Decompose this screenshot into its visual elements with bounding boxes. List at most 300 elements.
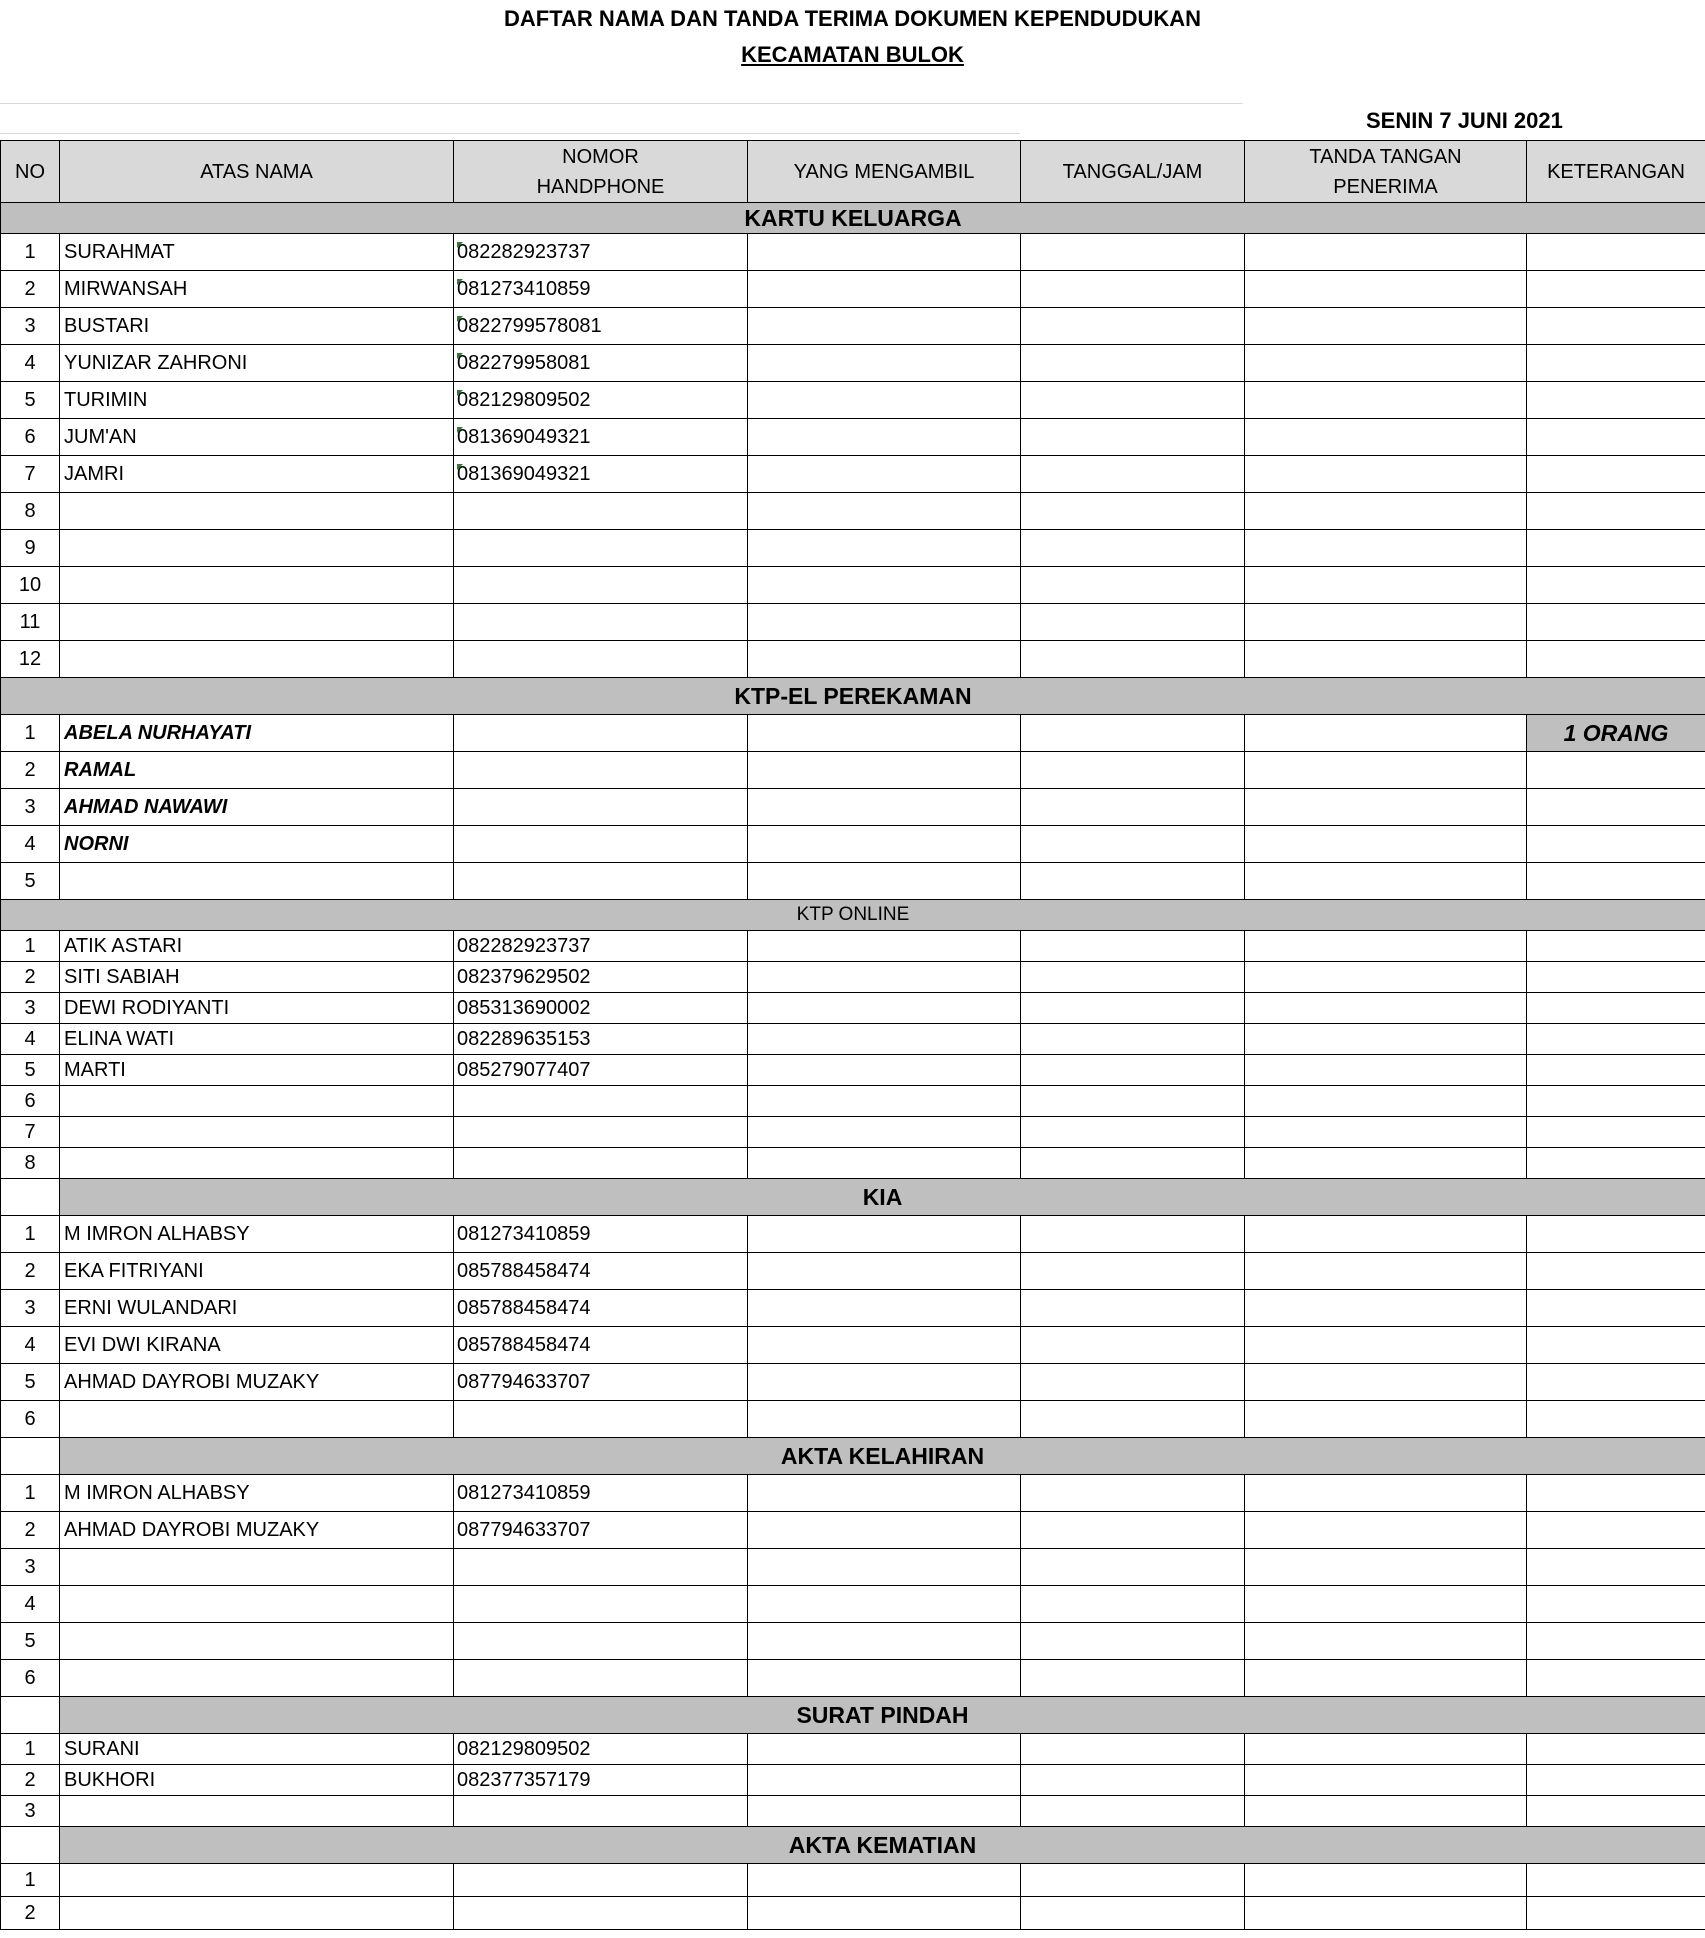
cell-atas-nama[interactable] (60, 1148, 454, 1179)
cell-tanggal-jam[interactable] (1021, 826, 1245, 863)
cell-keterangan[interactable] (1527, 382, 1705, 419)
cell-atas-nama[interactable]: NORNI (60, 826, 454, 863)
cell-no[interactable]: 4 (1, 1327, 60, 1364)
cell-keterangan[interactable]: 1 ORANG (1527, 715, 1705, 752)
cell-tanda-tangan[interactable] (1245, 271, 1527, 308)
cell-yang-mengambil[interactable] (748, 931, 1021, 962)
cell-nomor-handphone[interactable] (454, 419, 748, 456)
cell-tanggal-jam[interactable] (1021, 308, 1245, 345)
cell-yang-mengambil[interactable] (748, 1024, 1021, 1055)
cell-yang-mengambil[interactable] (748, 567, 1021, 604)
cell-yang-mengambil[interactable] (748, 1796, 1021, 1827)
cell-atas-nama[interactable]: AHMAD NAWAWI (60, 789, 454, 826)
cell-atas-nama[interactable] (60, 1086, 454, 1117)
cell-yang-mengambil[interactable] (748, 1290, 1021, 1327)
cell-yang-mengambil[interactable] (748, 789, 1021, 826)
cell-nomor-handphone[interactable] (454, 1290, 748, 1327)
cell-atas-nama[interactable]: YUNIZAR ZAHRONI (60, 345, 454, 382)
cell-keterangan[interactable] (1527, 1734, 1705, 1765)
cell-keterangan[interactable] (1527, 863, 1705, 900)
cell-atas-nama[interactable]: RAMAL (60, 752, 454, 789)
cell-tanggal-jam[interactable] (1021, 1290, 1245, 1327)
cell-atas-nama[interactable] (60, 1117, 454, 1148)
cell-tanda-tangan[interactable] (1245, 962, 1527, 993)
cell-tanda-tangan[interactable] (1245, 826, 1527, 863)
cell-atas-nama[interactable] (60, 1897, 454, 1930)
cell-yang-mengambil[interactable] (748, 1897, 1021, 1930)
cell-tanggal-jam[interactable] (1021, 604, 1245, 641)
cell-atas-nama[interactable]: M IMRON ALHABSY (60, 1216, 454, 1253)
cell-nomor-handphone[interactable] (454, 567, 748, 604)
cell-keterangan[interactable] (1527, 493, 1705, 530)
cell-no[interactable]: 5 (1, 1364, 60, 1401)
cell-keterangan[interactable] (1527, 931, 1705, 962)
cell-keterangan[interactable] (1527, 530, 1705, 567)
cell-tanda-tangan[interactable] (1245, 1549, 1527, 1586)
cell-atas-nama[interactable] (60, 1401, 454, 1438)
cell-nomor-handphone[interactable] (454, 604, 748, 641)
cell-no[interactable]: 2 (1, 1512, 60, 1549)
cell-keterangan[interactable] (1527, 1897, 1705, 1930)
cell-yang-mengambil[interactable] (748, 1765, 1021, 1796)
cell-tanda-tangan[interactable] (1245, 604, 1527, 641)
cell-yang-mengambil[interactable] (748, 382, 1021, 419)
cell-nomor-handphone[interactable] (454, 1864, 748, 1897)
cell-yang-mengambil[interactable] (748, 863, 1021, 900)
cell-yang-mengambil[interactable] (748, 308, 1021, 345)
cell-tanggal-jam[interactable] (1021, 1216, 1245, 1253)
cell-nomor-handphone[interactable] (454, 1401, 748, 1438)
cell-tanggal-jam[interactable] (1021, 1897, 1245, 1930)
cell-nomor-handphone[interactable] (454, 931, 748, 962)
cell-nomor-handphone[interactable] (454, 1623, 748, 1660)
cell-keterangan[interactable] (1527, 1660, 1705, 1697)
cell-tanda-tangan[interactable] (1245, 1364, 1527, 1401)
cell-atas-nama[interactable] (60, 1623, 454, 1660)
cell-keterangan[interactable] (1527, 1148, 1705, 1179)
cell-nomor-handphone[interactable] (454, 1117, 748, 1148)
cell-keterangan[interactable] (1527, 962, 1705, 993)
cell-nomor-handphone[interactable] (454, 1327, 748, 1364)
cell-atas-nama[interactable]: TURIMIN (60, 382, 454, 419)
cell-atas-nama[interactable] (60, 493, 454, 530)
cell-atas-nama[interactable]: SITI SABIAH (60, 962, 454, 993)
cell-tanda-tangan[interactable] (1245, 1148, 1527, 1179)
cell-tanda-tangan[interactable] (1245, 1623, 1527, 1660)
cell-atas-nama[interactable]: ERNI WULANDARI (60, 1290, 454, 1327)
cell-tanda-tangan[interactable] (1245, 419, 1527, 456)
cell-nomor-handphone[interactable] (454, 530, 748, 567)
cell-tanda-tangan[interactable] (1245, 931, 1527, 962)
cell-tanda-tangan[interactable] (1245, 308, 1527, 345)
cell-tanda-tangan[interactable] (1245, 1117, 1527, 1148)
cell-yang-mengambil[interactable] (748, 456, 1021, 493)
cell-nomor-handphone[interactable] (454, 1897, 748, 1930)
cell-tanggal-jam[interactable] (1021, 567, 1245, 604)
cell-tanggal-jam[interactable] (1021, 271, 1245, 308)
cell-tanggal-jam[interactable] (1021, 641, 1245, 678)
cell-tanggal-jam[interactable] (1021, 234, 1245, 271)
cell-atas-nama[interactable] (60, 641, 454, 678)
cell-nomor-handphone[interactable] (454, 234, 748, 271)
cell-no[interactable]: 1 (1, 1734, 60, 1765)
cell-atas-nama[interactable]: AHMAD DAYROBI MUZAKY (60, 1512, 454, 1549)
cell-no[interactable]: 7 (1, 456, 60, 493)
cell-atas-nama[interactable]: ELINA WATI (60, 1024, 454, 1055)
cell-yang-mengambil[interactable] (748, 1660, 1021, 1697)
cell-atas-nama[interactable]: ABELA NURHAYATI (60, 715, 454, 752)
cell-no[interactable]: 12 (1, 641, 60, 678)
cell-keterangan[interactable] (1527, 826, 1705, 863)
cell-keterangan[interactable] (1527, 1549, 1705, 1586)
cell-keterangan[interactable] (1527, 1623, 1705, 1660)
cell-yang-mengambil[interactable] (748, 419, 1021, 456)
cell-no[interactable]: 2 (1, 1897, 60, 1930)
phone-value: 085788458474 (457, 1333, 591, 1356)
cell-tanda-tangan[interactable] (1245, 1055, 1527, 1086)
cell-keterangan[interactable] (1527, 1475, 1705, 1512)
cell-yang-mengambil[interactable] (748, 604, 1021, 641)
cell-tanda-tangan[interactable] (1245, 1401, 1527, 1438)
cell-no[interactable]: 4 (1, 1586, 60, 1623)
cell-tanggal-jam[interactable] (1021, 419, 1245, 456)
cell-atas-nama[interactable]: DEWI RODIYANTI (60, 993, 454, 1024)
cell-atas-nama[interactable]: MARTI (60, 1055, 454, 1086)
cell-keterangan[interactable] (1527, 1327, 1705, 1364)
cell-no[interactable]: 4 (1, 1024, 60, 1055)
cell-nomor-handphone[interactable] (454, 493, 748, 530)
cell-no[interactable]: 2 (1, 1253, 60, 1290)
cell-nomor-handphone[interactable] (454, 993, 748, 1024)
cell-keterangan[interactable] (1527, 1765, 1705, 1796)
cell-nomor-handphone[interactable] (454, 1086, 748, 1117)
cell-tanggal-jam[interactable] (1021, 1864, 1245, 1897)
cell-tanda-tangan[interactable] (1245, 1512, 1527, 1549)
cell-keterangan[interactable] (1527, 419, 1705, 456)
cell-atas-nama[interactable]: AHMAD DAYROBI MUZAKY (60, 1364, 454, 1401)
cell-yang-mengambil[interactable] (748, 1512, 1021, 1549)
cell-no[interactable]: 3 (1, 1549, 60, 1586)
cell-keterangan[interactable] (1527, 1364, 1705, 1401)
cell-tanda-tangan[interactable] (1245, 234, 1527, 271)
cell-tanda-tangan[interactable] (1245, 530, 1527, 567)
cell-tanggal-jam[interactable] (1021, 530, 1245, 567)
cell-keterangan[interactable] (1527, 1512, 1705, 1549)
cell-tanggal-jam[interactable] (1021, 993, 1245, 1024)
cell-yang-mengambil[interactable] (748, 530, 1021, 567)
cell-atas-nama[interactable]: M IMRON ALHABSY (60, 1475, 454, 1512)
header-tanggal-jam: TANGGAL/JAM (1021, 141, 1245, 203)
cell-nomor-handphone[interactable] (454, 308, 748, 345)
cell-keterangan[interactable] (1527, 641, 1705, 678)
cell-tanda-tangan[interactable] (1245, 1327, 1527, 1364)
cell-nomor-handphone[interactable] (454, 345, 748, 382)
cell-atas-nama[interactable]: JAMRI (60, 456, 454, 493)
cell-yang-mengambil[interactable] (748, 1549, 1021, 1586)
cell-keterangan[interactable] (1527, 456, 1705, 493)
cell-keterangan[interactable] (1527, 1864, 1705, 1897)
cell-tanggal-jam[interactable] (1021, 1055, 1245, 1086)
cell-no[interactable]: 2 (1, 271, 60, 308)
cell-no[interactable]: 11 (1, 604, 60, 641)
cell-yang-mengambil[interactable] (748, 1623, 1021, 1660)
cell-tanggal-jam[interactable] (1021, 1148, 1245, 1179)
cell-yang-mengambil[interactable] (748, 1401, 1021, 1438)
cell-nomor-handphone[interactable] (454, 1024, 748, 1055)
cell-yang-mengambil[interactable] (748, 493, 1021, 530)
cell-no[interactable]: 4 (1, 345, 60, 382)
table-body (1, 203, 1705, 1930)
cell-tanda-tangan[interactable] (1245, 641, 1527, 678)
cell-nomor-handphone[interactable] (454, 715, 748, 752)
cell-yang-mengambil[interactable] (748, 752, 1021, 789)
cell-no[interactable]: 2 (1, 962, 60, 993)
cell-nomor-handphone[interactable] (454, 1734, 748, 1765)
cell-tanggal-jam[interactable] (1021, 1327, 1245, 1364)
cell-tanda-tangan[interactable] (1245, 567, 1527, 604)
cell-tanda-tangan[interactable] (1245, 1897, 1527, 1930)
cell-nomor-handphone[interactable] (454, 789, 748, 826)
cell-atas-nama[interactable] (60, 1549, 454, 1586)
cell-atas-nama[interactable]: EKA FITRIYANI (60, 1253, 454, 1290)
cell-nomor-handphone[interactable] (454, 1148, 748, 1179)
cell-no[interactable]: 1 (1, 931, 60, 962)
cell-yang-mengambil[interactable] (748, 641, 1021, 678)
cell-tanggal-jam[interactable] (1021, 789, 1245, 826)
cell-keterangan[interactable] (1527, 752, 1705, 789)
cell-nomor-handphone[interactable] (454, 962, 748, 993)
cell-tanda-tangan[interactable] (1245, 493, 1527, 530)
cell-nomor-handphone[interactable] (454, 382, 748, 419)
cell-nomor-handphone[interactable] (454, 1660, 748, 1697)
cell-nomor-handphone[interactable] (454, 456, 748, 493)
cell-yang-mengambil[interactable] (748, 1086, 1021, 1117)
cell-no[interactable]: 3 (1, 1796, 60, 1827)
cell-nomor-handphone[interactable] (454, 752, 748, 789)
cell-yang-mengambil[interactable] (748, 1327, 1021, 1364)
cell-no[interactable]: 2 (1, 1765, 60, 1796)
cell-tanggal-jam[interactable] (1021, 345, 1245, 382)
cell-no[interactable]: 3 (1, 789, 60, 826)
cell-no[interactable]: 6 (1, 1401, 60, 1438)
cell-tanda-tangan[interactable] (1245, 1216, 1527, 1253)
cell-tanggal-jam[interactable] (1021, 1549, 1245, 1586)
cell-keterangan[interactable] (1527, 604, 1705, 641)
cell-yang-mengambil[interactable] (748, 1864, 1021, 1897)
cell-tanggal-jam[interactable] (1021, 1253, 1245, 1290)
cell-atas-nama[interactable]: BUSTARI (60, 308, 454, 345)
cell-tanggal-jam[interactable] (1021, 1475, 1245, 1512)
cell-no[interactable]: 10 (1, 567, 60, 604)
cell-tanggal-jam[interactable] (1021, 1117, 1245, 1148)
cell-nomor-handphone[interactable] (454, 1055, 748, 1086)
cell-no[interactable]: 4 (1, 826, 60, 863)
cell-tanda-tangan[interactable] (1245, 1734, 1527, 1765)
cell-atas-nama[interactable]: EVI DWI KIRANA (60, 1327, 454, 1364)
cell-tanda-tangan[interactable] (1245, 1024, 1527, 1055)
cell-no[interactable]: 9 (1, 530, 60, 567)
cell-tanda-tangan[interactable] (1245, 863, 1527, 900)
cell-no[interactable]: 2 (1, 752, 60, 789)
cell-tanda-tangan[interactable] (1245, 1253, 1527, 1290)
cell-tanggal-jam[interactable] (1021, 1024, 1245, 1055)
table-row (1, 1734, 1705, 1765)
cell-keterangan[interactable] (1527, 345, 1705, 382)
cell-tanggal-jam[interactable] (1021, 1796, 1245, 1827)
cell-atas-nama[interactable] (60, 604, 454, 641)
cell-atas-nama[interactable] (60, 567, 454, 604)
cell-keterangan[interactable] (1527, 1796, 1705, 1827)
cell-nomor-handphone[interactable] (454, 1765, 748, 1796)
cell-no[interactable]: 1 (1, 234, 60, 271)
cell-no[interactable]: 1 (1, 715, 60, 752)
cell-yang-mengambil[interactable] (748, 826, 1021, 863)
cell-keterangan[interactable] (1527, 1253, 1705, 1290)
cell-tanggal-jam[interactable] (1021, 1401, 1245, 1438)
cell-tanggal-jam[interactable] (1021, 962, 1245, 993)
cell-keterangan[interactable] (1527, 1055, 1705, 1086)
cell-no[interactable]: 3 (1, 308, 60, 345)
cell-keterangan[interactable] (1527, 567, 1705, 604)
cell-no[interactable]: 1 (1, 1216, 60, 1253)
cell-keterangan[interactable] (1527, 1290, 1705, 1327)
cell-yang-mengambil[interactable] (748, 1216, 1021, 1253)
cell-tanda-tangan[interactable] (1245, 382, 1527, 419)
cell-nomor-handphone[interactable] (454, 826, 748, 863)
cell-atas-nama[interactable]: BUKHORI (60, 1765, 454, 1796)
cell-keterangan[interactable] (1527, 993, 1705, 1024)
cell-tanggal-jam[interactable] (1021, 931, 1245, 962)
cell-tanggal-jam[interactable] (1021, 1623, 1245, 1660)
cell-nomor-handphone[interactable] (454, 271, 748, 308)
cell-keterangan[interactable] (1527, 271, 1705, 308)
cell-atas-nama[interactable] (60, 1864, 454, 1897)
cell-tanda-tangan[interactable] (1245, 789, 1527, 826)
cell-tanggal-jam[interactable] (1021, 1734, 1245, 1765)
cell-tanda-tangan[interactable] (1245, 345, 1527, 382)
cell-keterangan[interactable] (1527, 1216, 1705, 1253)
cell-nomor-handphone[interactable] (454, 1796, 748, 1827)
cell-atas-nama[interactable] (60, 1796, 454, 1827)
cell-tanda-tangan[interactable] (1245, 1290, 1527, 1327)
cell-nomor-handphone[interactable] (454, 1364, 748, 1401)
cell-tanggal-jam[interactable] (1021, 493, 1245, 530)
cell-tanda-tangan[interactable] (1245, 456, 1527, 493)
cell-tanggal-jam[interactable] (1021, 456, 1245, 493)
cell-tanggal-jam[interactable] (1021, 715, 1245, 752)
cell-no[interactable]: 8 (1, 493, 60, 530)
cell-yang-mengambil[interactable] (748, 715, 1021, 752)
cell-no[interactable]: 5 (1, 863, 60, 900)
cell-tanggal-jam[interactable] (1021, 752, 1245, 789)
cell-no[interactable]: 7 (1, 1117, 60, 1148)
cell-tanda-tangan[interactable] (1245, 1796, 1527, 1827)
table-row (1, 234, 1705, 271)
cell-yang-mengambil[interactable] (748, 1148, 1021, 1179)
cell-no[interactable]: 1 (1, 1864, 60, 1897)
cell-yang-mengambil[interactable] (748, 1586, 1021, 1623)
cell-keterangan[interactable] (1527, 1024, 1705, 1055)
cell-yang-mengambil[interactable] (748, 1055, 1021, 1086)
cell-tanda-tangan[interactable] (1245, 1586, 1527, 1623)
cell-atas-nama[interactable]: MIRWANSAH (60, 271, 454, 308)
cell-nomor-handphone[interactable] (454, 1549, 748, 1586)
cell-tanggal-jam[interactable] (1021, 1364, 1245, 1401)
cell-tanggal-jam[interactable] (1021, 1586, 1245, 1623)
cell-yang-mengambil[interactable] (748, 1253, 1021, 1290)
cell-yang-mengambil[interactable] (748, 962, 1021, 993)
cell-keterangan[interactable] (1527, 234, 1705, 271)
cell-keterangan[interactable] (1527, 789, 1705, 826)
cell-tanda-tangan[interactable] (1245, 1475, 1527, 1512)
cell-atas-nama[interactable]: ATIK ASTARI (60, 931, 454, 962)
cell-tanda-tangan[interactable] (1245, 715, 1527, 752)
cell-keterangan[interactable] (1527, 308, 1705, 345)
cell-nomor-handphone[interactable] (454, 1475, 748, 1512)
cell-tanda-tangan[interactable] (1245, 752, 1527, 789)
cell-keterangan[interactable] (1527, 1117, 1705, 1148)
cell-yang-mengambil[interactable] (748, 1734, 1021, 1765)
cell-atas-nama[interactable] (60, 1660, 454, 1697)
cell-no[interactable]: 1 (1, 1475, 60, 1512)
cell-yang-mengambil[interactable] (748, 993, 1021, 1024)
cell-yang-mengambil[interactable] (748, 345, 1021, 382)
cell-yang-mengambil[interactable] (748, 1475, 1021, 1512)
cell-nomor-handphone[interactable] (454, 1586, 748, 1623)
cell-no[interactable]: 8 (1, 1148, 60, 1179)
cell-yang-mengambil[interactable] (748, 1117, 1021, 1148)
cell-atas-nama[interactable] (60, 1586, 454, 1623)
cell-atas-nama[interactable]: JUM'AN (60, 419, 454, 456)
cell-tanda-tangan[interactable] (1245, 1765, 1527, 1796)
cell-atas-nama[interactable]: SURAHMAT (60, 234, 454, 271)
cell-no[interactable]: 5 (1, 1055, 60, 1086)
cell-yang-mengambil[interactable] (748, 1364, 1021, 1401)
table-row (1, 1660, 1705, 1697)
cell-atas-nama[interactable]: SURANI (60, 1734, 454, 1765)
cell-tanggal-jam[interactable] (1021, 382, 1245, 419)
cell-keterangan[interactable] (1527, 1401, 1705, 1438)
cell-yang-mengambil[interactable] (748, 234, 1021, 271)
cell-no[interactable]: 3 (1, 993, 60, 1024)
cell-tanggal-jam[interactable] (1021, 1765, 1245, 1796)
cell-nomor-handphone[interactable] (454, 1216, 748, 1253)
cell-yang-mengambil[interactable] (748, 271, 1021, 308)
cell-nomor-handphone[interactable] (454, 641, 748, 678)
cell-tanda-tangan[interactable] (1245, 1864, 1527, 1897)
cell-nomor-handphone[interactable] (454, 1253, 748, 1290)
cell-tanda-tangan[interactable] (1245, 1086, 1527, 1117)
cell-atas-nama[interactable] (60, 530, 454, 567)
cell-tanda-tangan[interactable] (1245, 993, 1527, 1024)
cell-keterangan[interactable] (1527, 1086, 1705, 1117)
cell-atas-nama[interactable] (60, 863, 454, 900)
cell-no[interactable]: 5 (1, 1623, 60, 1660)
cell-no[interactable]: 6 (1, 419, 60, 456)
cell-keterangan[interactable] (1527, 1586, 1705, 1623)
cell-nomor-handphone[interactable] (454, 1512, 748, 1549)
cell-no[interactable]: 6 (1, 1086, 60, 1117)
cell-tanggal-jam[interactable] (1021, 1660, 1245, 1697)
cell-tanggal-jam[interactable] (1021, 1086, 1245, 1117)
cell-tanda-tangan[interactable] (1245, 1660, 1527, 1697)
cell-no[interactable]: 3 (1, 1290, 60, 1327)
cell-tanggal-jam[interactable] (1021, 1512, 1245, 1549)
cell-tanggal-jam[interactable] (1021, 863, 1245, 900)
cell-no[interactable]: 5 (1, 382, 60, 419)
cell-no[interactable]: 6 (1, 1660, 60, 1697)
cell-nomor-handphone[interactable] (454, 863, 748, 900)
